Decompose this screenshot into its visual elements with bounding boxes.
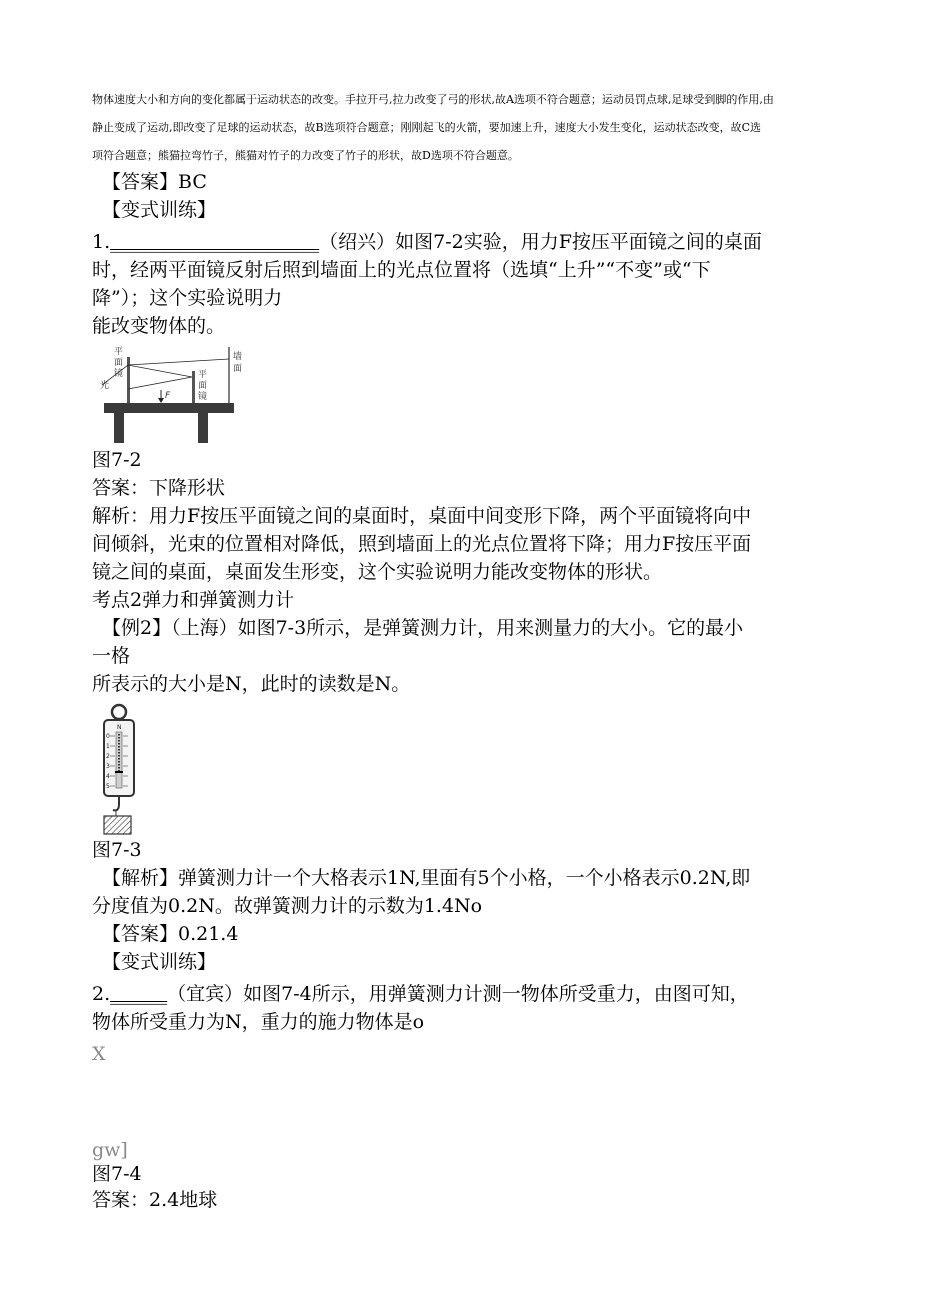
question-2-number: 2. xyxy=(92,983,111,1005)
intro-line-2: 静止变成了运动,即改变了足球的运动状态，故B选项符合题意；刚刚起飞的火箭，要加速上升，速度大小发生变化，运动状态改变，故C选 xyxy=(92,121,761,134)
question-1-answer: 答案：下降形状 xyxy=(92,477,226,499)
label-mirror-right-3: 镜 xyxy=(198,392,208,402)
table-leg-left xyxy=(114,413,124,443)
example-2-analysis-1: 【解析】弹簧测力计一个大格表示1N,里面有5个小格，一个小格表示0.2N,即 xyxy=(102,867,751,889)
figure-7-3-caption: 图7-3 xyxy=(92,839,142,861)
label-wall-1: 墙 xyxy=(233,352,243,362)
question-2-text-1: （宜宾）如图7-4所示，用弹簧测力计测一物体所受重力，由图可知， xyxy=(167,983,749,1005)
table-top xyxy=(104,403,234,413)
answer-2: 【答案】0.21.4 xyxy=(102,923,239,945)
figure-7-4-caption: 图7-4 xyxy=(92,1163,142,1185)
variant-training-2: 【变式训练】 xyxy=(102,951,217,973)
label-mirror-right-1: 平 xyxy=(198,370,208,380)
figure-7-4-ocr-bottom: gw] xyxy=(92,1139,128,1161)
question-2-blank: ______ xyxy=(110,983,168,1005)
scale-num-0: 0 xyxy=(106,733,110,740)
example-2-line-2: 一格 xyxy=(92,645,131,667)
question-1-analysis-1: 解析：用力F按压平面镜之间的桌面时，桌面中间变形下降，两个平面镜将向中 xyxy=(92,505,752,527)
hanging-weight xyxy=(104,816,131,834)
label-wall-2: 面 xyxy=(233,364,243,374)
scale-hook xyxy=(113,796,119,810)
label-light: 光 xyxy=(100,381,110,391)
label-mirror-left-1: 平 xyxy=(114,347,124,357)
variant-training-1: 【变式训练】 xyxy=(102,199,217,221)
question-1-text-1: （绍兴）如图7-2实验，用力F按压平面镜之间的桌面 xyxy=(319,231,762,253)
question-1-blank: ______________________ xyxy=(110,231,320,253)
scale-ring xyxy=(112,705,126,719)
figure-7-4-ocr-top: X xyxy=(92,1043,106,1065)
mirror-right xyxy=(192,371,195,403)
label-mirror-left-2: 面 xyxy=(114,358,124,368)
figure-7-2 xyxy=(92,345,262,445)
example-2-line-1: 【例2】（上海）如图7-3所示，是弹簧测力计，用来测量力的大小。它的最小 xyxy=(102,617,744,639)
question-1-number: 1. xyxy=(92,231,111,253)
example-2-analysis-2: 分度值为0.2N。故弹簧测力计的示数为1.4No xyxy=(92,895,483,917)
scale-num-3: 3 xyxy=(106,763,110,770)
question-1-analysis-2: 间倾斜，光束的位置相对降低，照到墙面上的光点位置将下降；用力F按压平面 xyxy=(92,533,752,555)
mirror-left xyxy=(127,357,130,403)
key-point-2: 考点2弹力和弹簧测力计 xyxy=(92,589,295,611)
scale-num-1: 1 xyxy=(106,743,110,750)
label-mirror-right-2: 面 xyxy=(198,381,208,391)
figure-7-2-caption: 图7-2 xyxy=(92,449,142,471)
force-arrowhead xyxy=(158,398,164,403)
scale-num-2: 2 xyxy=(106,753,110,760)
intro-line-1: 物体速度大小和方向的变化都属于运动状态的改变。手拉开弓,拉力改变了弓的形状,故A选项不符合题意；运动员罚点球,足球受到脚的作用,由 xyxy=(92,93,774,106)
question-1-line-2: 时，经两平面镜反射后照到墙面上的光点位置将（选填“上升”“不变”或“下 xyxy=(92,259,711,281)
table-leg-right xyxy=(198,413,208,443)
question-1-line-1 xyxy=(92,228,872,256)
scale-unit: N xyxy=(117,724,122,731)
question-1-analysis-3: 镜之间的桌面，桌面发生形变，这个实验说明力能改变物体的形状。 xyxy=(92,561,663,583)
question-2-line-2: 物体所受重力为N，重力的施力物体是o xyxy=(92,1011,425,1033)
pointer xyxy=(115,771,123,773)
question-2-answer: 答案：2.4地球 xyxy=(92,1189,218,1211)
answer-1: 【答案】BC xyxy=(102,171,207,193)
scale-num-5: 5 xyxy=(106,783,110,790)
figure-7-3 xyxy=(96,702,146,836)
scale-num-4: 4 xyxy=(106,773,110,780)
question-2-line-1 xyxy=(92,980,872,1008)
question-1-line-4: 能改变物体的。 xyxy=(92,315,226,337)
reflected-beam xyxy=(128,359,229,365)
example-2-line-3: 所表示的大小是N，此时的读数是N。 xyxy=(92,673,411,695)
label-mirror-left-3: 镜 xyxy=(114,369,124,379)
intro-line-3: 项符合题意；熊猫拉弯竹子，熊猫对竹子的力改变了竹子的形状，故D选项不符合题意。 xyxy=(92,149,519,162)
question-1-line-3: 降”）；这个实验说明力 xyxy=(92,287,283,309)
label-force: F xyxy=(165,391,171,401)
